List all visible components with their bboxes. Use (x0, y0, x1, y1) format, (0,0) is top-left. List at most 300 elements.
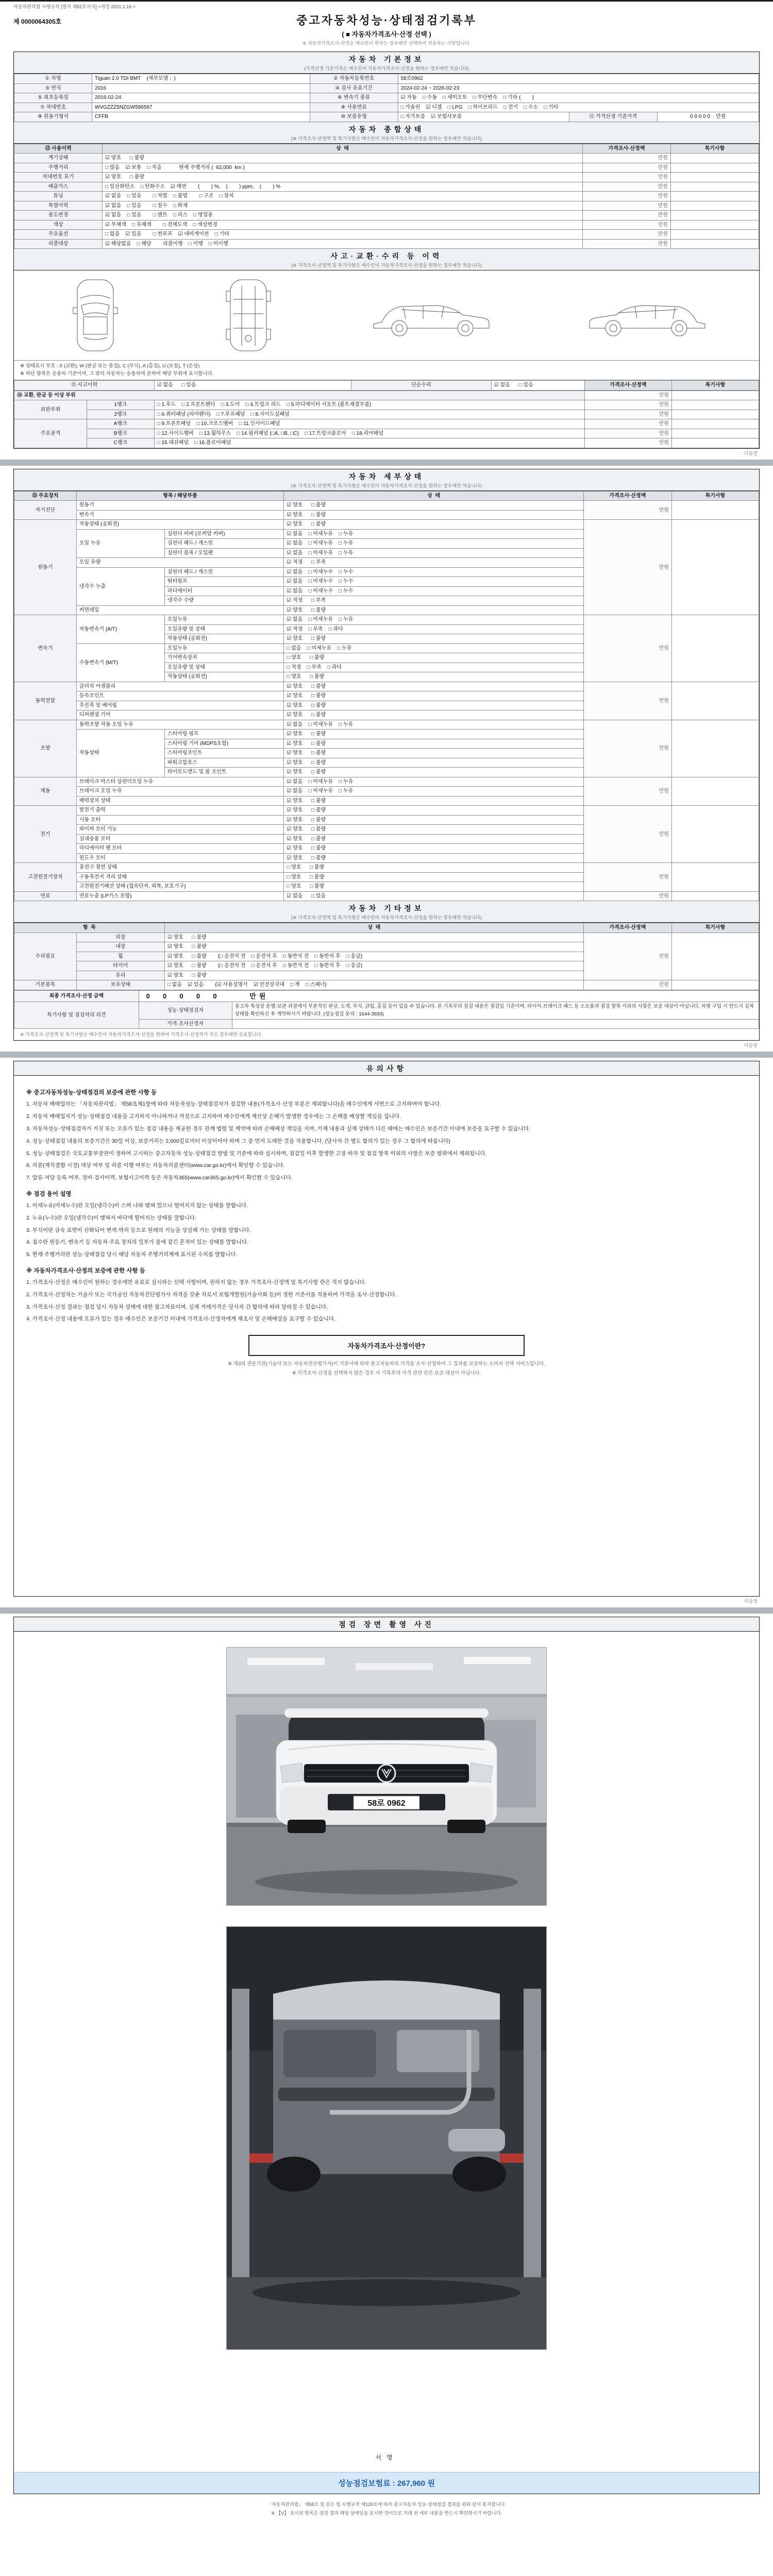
table-cell: ⑩ 보증유형 (310, 112, 398, 122)
table-cell: 커먼레일 (76, 605, 284, 615)
appraisal-info-box-notes (26, 1360, 747, 1377)
car-diagram-side-frame-left (367, 287, 496, 344)
table-cell: 만원 (583, 615, 671, 682)
document-header (0, 2, 773, 52)
table-cell (671, 400, 759, 410)
table-cell: 클러치 어셈블리 (76, 682, 284, 691)
table-cell: ☑ 양호 □ 불량 (284, 605, 584, 615)
section-title-notice: 유의사항 (366, 1064, 407, 1073)
section-divider (0, 1607, 773, 1614)
table-cell: ☑ 양호 □ 불량 (284, 796, 584, 806)
table-cell: ☑ 양호 □ 불량 (□ 운전석 전 □ 운전석 후 □ 동반석 전 □ 동반석 후 □ 응급) (164, 961, 583, 971)
table-cell: 발전기 출력 (76, 806, 284, 816)
notice-item: 3. 부식이란 금속 표면이 산화되어 변색·박리 등으로 원래의 기능을 상실해 가는 상태를 말합니다. (26, 1227, 251, 1233)
table-cell: ☑ 양호 □ 불량 (284, 806, 584, 816)
table-cell: ☑ 없음 □ 있음 □ 침수 □ 화재 (103, 201, 583, 211)
table-cell: □ 자가보증 ☑ 보험사보증 (398, 112, 569, 122)
table-cell (670, 211, 759, 221)
table-cell: 만원 (584, 419, 671, 429)
table-cell: 기본품목 (14, 980, 77, 990)
notice-subheading-warranty: ※ 중고자동차성능·상태점검의 보증에 관한 사항 등 (26, 1090, 157, 1096)
table-cell: 만원 (582, 230, 670, 240)
final-price-table (14, 990, 759, 1029)
table-cell: ④ 검사 유효기간 (310, 83, 398, 93)
section-title-accident: 사고·교환·수리 등 이력 (330, 252, 443, 260)
table-cell: 계기상태 (14, 154, 103, 163)
table-cell: 보유상태 (76, 980, 164, 990)
table-cell: □ 12.사이드멤버 □ 13.휠하우스 □ 14.필러패널 (□A, □B, □C) □ 17.트렁크플로어 □ 18.리어패널 (154, 429, 584, 438)
table-cell: 고전원전기배선 상태 (접속단자, 피복, 보호기구) (76, 882, 284, 892)
table-cell: 외판부위 (14, 400, 87, 419)
table-cell: 가격조사·산정액 (582, 144, 670, 154)
basic-info-table (14, 74, 759, 122)
table-cell: 성능·상태점검자 (139, 1002, 232, 1020)
form-reference: 자동차관리법 시행규칙 [별지 제82호서식] <개정 2021.1.16.> (13, 4, 136, 9)
table-cell: ☑ 없음 □ 미세누유 □ 누유 (284, 720, 584, 730)
table-cell: □ 양호 □ 불량 (284, 863, 584, 873)
inspection-photo-underbody (226, 1926, 547, 2350)
table-cell: 동력전달 (14, 682, 77, 720)
table-cell: 58로0962 (398, 74, 759, 84)
table-cell: 만원 (584, 391, 671, 400)
table-cell: 특기사항 (671, 923, 759, 933)
table-cell: 라디에이터 (164, 586, 283, 596)
table-cell: ☑ 양호 □ 불량 (284, 682, 584, 691)
table-cell: 가격조사·산정액 (583, 491, 671, 501)
panel-exchange-table (14, 391, 759, 448)
table-cell: 만원 (583, 520, 671, 615)
table-cell: 리콜대상 (14, 239, 103, 249)
table-cell: 냉각수 누출 (76, 567, 164, 605)
table-cell (670, 182, 759, 192)
table-cell: 파워고압호스 (164, 758, 283, 768)
table-cell: ☑ 양호 □ 불량 (103, 173, 583, 182)
notice-item: 7. 압류·저당 등록 여부, 정비·검사이력, 보험사고이력 등은 자동차365(www.car365.go.kr)에서 확인할 수 있습니다. (26, 1175, 293, 1181)
table-cell (671, 806, 759, 863)
table-cell: ☑ 없음 □ 미세누수 □ 누수 (284, 586, 584, 596)
etc-info-table-grid (14, 923, 759, 990)
table-cell (671, 410, 759, 419)
damage-code-legend-line2: ※ 하단 항목은 승용차 기준이며, 그 밖의 자동차는 승용차에 준하여 해당 부위에 표시합니다. (20, 370, 214, 377)
table-cell: ☑ 양호 □ 불량 (284, 501, 584, 511)
table-cell: 중고차 특성상 운행·보관 과정에서 부분적인 판금, 도색, 부식, 긁힘, 흠집 등이 있을 수 있습니다. 본 기록부의 점검 내용은 점검일 기준이며, 타이어·브레이크 패드 등 소모품과 점검 항목 이외의 사항은 보증 대상이 아닙니다. 차량 구입 시 반드시 실차 상태를 확인하신 후 계약하시기 바랍니다. (성능점검 문의 : 1644-3693) (232, 1002, 759, 1020)
table-cell: ☑ 양호 □ 불량 (284, 739, 584, 749)
table-cell: WVGZZZ5NZGW586587 (92, 103, 310, 112)
notice-item: ※ 제3의 전문기관(기술사 또는 자동차진단평가사)이 기준서에 따라 중고자동차의 가격을 조사·산정하여 그 결과를 보증하는 소비자 선택 서비스입니다. (228, 1361, 545, 1367)
license-plate-text: 58로 0962 (367, 1799, 406, 1808)
table-cell: 배력장치 상태 (76, 796, 284, 806)
car-diagram-side-frame-right (582, 287, 711, 344)
table-cell: ☑ 양호 □ 불량 (284, 825, 584, 835)
table-cell: □ 가솔린 ☑ 디젤 □ LPG □ 하이브리드 □ 전기 □ 수소 □ 기타 (398, 103, 759, 112)
table-cell: 만원 (582, 163, 670, 173)
table-cell: ② 자동차등록번호 (310, 74, 398, 84)
table-cell: 브레이크 마스터 실린더오일 누유 (76, 777, 284, 787)
table-cell: □ 양호 □ 불량 (284, 882, 584, 892)
table-cell: 항 목 (14, 923, 165, 933)
final-price-table-grid (14, 990, 759, 1029)
table-cell: 2016-02-24 (92, 93, 310, 103)
table-cell: 변속기 (14, 615, 77, 682)
table-cell: 오일 누유 (76, 529, 164, 558)
next-page-marker: 다음장 (744, 1043, 758, 1048)
table-cell: ③ 연식 (14, 83, 92, 93)
table-cell: □ 양호 □ 불량 (284, 872, 584, 882)
table-cell: 수동변속기 (M/T) (76, 643, 164, 682)
table-cell (671, 520, 759, 615)
table-cell: □ 양호 □ 불량 (284, 653, 584, 663)
table-cell: 내장 (76, 942, 164, 952)
table-cell: 실린더 블록 / 오일팬 (164, 548, 283, 558)
table-cell: 만원 (584, 429, 671, 438)
table-cell: 만원 (583, 777, 671, 806)
section-header-accident (14, 249, 759, 270)
table-cell: 기어변속장치 (164, 653, 283, 663)
table-cell: ☑ 없음 □ 미세누유 □ 누유 (284, 539, 584, 549)
table-cell: 오일누유 (164, 643, 283, 653)
table-cell: ⑧ 사용연료 (310, 103, 398, 112)
table-cell: 동력조향 작동 오일 누유 (76, 720, 284, 730)
table-cell: 만원 (583, 682, 671, 720)
panel-exchange-table-grid (14, 391, 759, 448)
table-cell: 만원 (582, 239, 670, 249)
table-cell: 0 0 0 0 0 만원 (139, 990, 759, 1002)
damage-code-legend-line1: ※ 상태표시 부호 : X (교환), W (판금 또는 용접), C (부식), A (흠집), U (요철), T (손상) (20, 363, 200, 369)
panel-detail-condition (13, 469, 760, 1041)
table-cell: 특별이력 (14, 201, 103, 211)
table-cell: 특기사항 (671, 381, 759, 391)
table-cell (670, 154, 759, 163)
accident-history-table (14, 380, 759, 391)
table-cell: ⑥ 변속기 종류 (310, 93, 398, 103)
table-cell: ☑ 양호 □ 불량 (164, 942, 583, 952)
table-cell: ☑ 양호 □ 불량 (284, 758, 584, 768)
notice-list-terms (26, 1201, 747, 1259)
table-cell: 만원 (582, 220, 670, 230)
table-cell: ⑨ 원동기형식 (14, 112, 92, 122)
price-footnote: ※ 가격조사·산정액 및 특기사항은 매수인이 자동차가격조사·산정을 원하여 가격조사·산정자가 적은 경우에만 유효합니다. (20, 1032, 263, 1038)
detail-condition-table-grid (14, 491, 759, 902)
table-cell: ☑ 없음 □ 미세누수 □ 누수 (284, 567, 584, 577)
table-cell: 만원 (584, 410, 671, 419)
table-cell: ☑ 없음 □ 있음 □ 렌트 □ 리스 □ 영업용 (103, 211, 583, 221)
document-number: 제 0000064305호 (13, 18, 62, 25)
table-cell: 외장 (76, 933, 164, 942)
table-cell: 워터펌프 (164, 577, 283, 587)
table-cell: ☑ 양호 □ 불량 (284, 520, 584, 530)
table-cell: ☑ 적정 □ 부족 (284, 596, 584, 606)
table-cell: 자동변속기 (A/T) (76, 615, 164, 644)
table-cell: 주요옵션 (14, 230, 103, 240)
document-subtitle-note: ※ 자동차가격조사·산정은 매수인이 원하는 경우에만 선택하여 적용하는 사항입니다. (302, 41, 471, 46)
table-cell: 만원 (582, 192, 670, 201)
table-cell: 오일누유 (164, 615, 283, 625)
table-cell: ☑ 양호 □ 불량 (284, 730, 584, 739)
table-cell: ☑ 양호 □ 불량 (284, 701, 584, 710)
table-cell (671, 891, 759, 901)
section-divider (0, 1052, 773, 1058)
table-cell: ⑫ 사용이력 (14, 144, 103, 154)
table-cell: □ 양호 □ 불량 (284, 672, 584, 682)
section-note-etc: (※ 가격조사·산정액 및 특기사항은 매수인이 자동차가격조사·산정을 원하는 경우에만 적습니다) (291, 915, 482, 921)
section-header-detail (14, 469, 759, 491)
section-header-notice (14, 1061, 759, 1076)
table-cell: ☑ 양호 □ 불량 (284, 853, 584, 863)
table-cell: C랭크 (87, 438, 154, 448)
table-cell: 차대번호 표기 (14, 173, 103, 182)
table-cell: 오일유량 및 상태 (164, 624, 283, 634)
section-note-accident: (※ 가격조사·산정액 및 특기사항은 매수인이 자동차가격조사·산정을 원하는 경우에만 적습니다) (291, 263, 482, 268)
table-cell (670, 163, 759, 173)
section-header-overall (14, 122, 759, 144)
table-cell: □ 일산화탄소 □ 탄화수소 ☑ 매연 ( ) %, ( ) ppm, ( ) % (103, 182, 583, 192)
table-cell: 만원 (582, 211, 670, 221)
table-cell: 상 태 (103, 144, 583, 154)
table-cell: □ 없음 ☑ 있음 □ 썬루프 ☑ 네비게이션 □ 기타 (103, 230, 583, 240)
table-cell: 항목 / 해당부품 (76, 491, 284, 501)
table-cell: □ 없음 ☑ 있음 (☑ 사용설명서 ☑ 안전삼각대 □ 잭 □ 스패너) (164, 980, 583, 990)
car-diagram-underbody-view (215, 277, 282, 354)
panel-notice (13, 1061, 760, 1597)
table-cell (671, 391, 759, 400)
table-cell (670, 201, 759, 211)
table-cell: 냉각수 수량 (164, 596, 283, 606)
table-cell (671, 863, 759, 892)
table-cell: □ 1.후드 □ 2.프론트펜더 □ 3.도어 □ 4.트렁크 리드 □ 5.라디에이터 서포트 (볼트체결부품) (154, 400, 584, 410)
table-cell: 가격조사·산정액 (583, 923, 671, 933)
table-cell: 조향 (14, 720, 77, 777)
table-cell: 스티어링 기어 (MDPS포함) (164, 739, 283, 749)
table-cell: 만원 (582, 154, 670, 163)
notice-item: 2. 누유(누수)란 오일(냉각수)이 맺혀서 바닥에 떨어지는 상태를 말합니다. (26, 1214, 197, 1221)
panel-photos (13, 1617, 760, 2494)
table-cell: 2랭크 (87, 410, 154, 419)
next-page-marker: 다음장 (744, 1599, 758, 1604)
table-cell: 타이어 (76, 961, 164, 971)
table-cell: ☑ 양호 □ 불량 (284, 510, 584, 520)
section-title-basic: 자동차 기본정보 (348, 55, 425, 63)
table-cell (671, 419, 759, 429)
table-cell: 2016 (92, 83, 310, 93)
table-cell: B랭크 (87, 429, 154, 438)
table-cell: 윈도우 모터 (76, 853, 284, 863)
table-cell: 원동기 (76, 501, 284, 511)
section-header-etc (14, 901, 759, 923)
table-cell: 2024-02-24 ~ 2026-02-23 (398, 83, 759, 93)
notice-subheading-terms: ※ 점검 용어 설명 (26, 1191, 72, 1198)
document-subtitle: ( ■ 자동차가격조사·산정 선택 ) (342, 30, 431, 38)
table-cell: ☑ 양호 □ 불량 (284, 834, 584, 844)
table-cell (671, 429, 759, 438)
table-cell: 구동축전지 격리 상태 (76, 872, 284, 882)
notice-item: 3. 자동차성능·상태점검자가 거짓 또는 오류가 있는 점검 내용을 제공한 경우 관계 법령 및 계약에 따라 손해배상 책임을 지며, 기재 내용과 실제 상태가 다른 때에는 매수인은 보증기간 이내에 보증을 요구할 수 있습니다. (26, 1126, 530, 1132)
table-cell: 만원 (583, 806, 671, 863)
table-cell: ☑ 양호 □ 불량 (284, 634, 584, 644)
appraisal-info-box: 자동차가격조사·산정이란? (248, 1335, 525, 1356)
next-page-marker: 다음장 (744, 450, 758, 456)
section-header-photos (14, 1617, 759, 1632)
table-cell: 상 태 (284, 491, 584, 501)
table-cell: 작동상태 (공회전) (164, 634, 283, 644)
signature-label: 서명 (375, 2454, 398, 2462)
table-cell: ☑ 없음 □ 미세누수 □ 누수 (284, 577, 584, 587)
section-header-basic (14, 52, 759, 74)
table-cell: ☑ 양호 □ 불량 (164, 933, 583, 942)
table-cell: 와이퍼 모터 기능 (76, 825, 284, 835)
table-cell: ☑ 무채색 □ 유채색 □ 전체도색 □ 색상변경 (103, 220, 583, 230)
detail-condition-table (14, 491, 759, 902)
table-cell: 가격·조사산정자 (139, 1019, 232, 1029)
table-cell: ☑ 없음 □ 미세누유 □ 누유 (284, 615, 584, 625)
notice-item: 2. 자동차 매매업자가 성능·상태점검 내용을 고지하지 아니하거나 거짓으로 고지하여 매수인에게 재산상 손해가 발생한 경우에는 그 손해를 배상할 책임을 집니다. (26, 1113, 401, 1120)
table-cell (670, 220, 759, 230)
table-cell: 추진축 및 베어링 (76, 701, 284, 710)
table-cell: 색상 (14, 220, 103, 230)
table-cell: 만원 (583, 891, 671, 901)
table-cell (671, 682, 759, 720)
table-cell: ⑦ 차대번호 (14, 103, 92, 112)
table-cell: □ 많음 ☑ 보통 □ 적음 현재 주행거리 ( 62,000 km ) (103, 163, 583, 173)
basic-info-table-grid (14, 74, 759, 122)
notice-list-warranty (26, 1100, 747, 1182)
table-cell: 배출가스 (14, 182, 103, 192)
table-cell: □ 15.대쉬패널 □ 16.플로어패널 (154, 438, 584, 448)
table-cell: 연료누출 (LP가스 포함) (76, 891, 284, 901)
table-cell: ☑ 적정 □ 부족 (284, 558, 584, 568)
table-cell: 변속기 (76, 510, 284, 520)
table-cell: 주요골격 (14, 419, 87, 448)
accident-history-table-grid (14, 380, 759, 391)
table-cell: 튜닝 (14, 192, 103, 201)
table-cell: ☑ 양호 □ 불량 (284, 815, 584, 825)
table-cell: 실린더 헤드 / 개스킷 (164, 567, 283, 577)
document-title: 중고자동차성능·상태점검기록부 (296, 14, 477, 27)
table-cell: 브레이크 오일 누유 (76, 787, 284, 796)
overall-condition-table-grid (14, 144, 759, 249)
table-cell: ⑪ 가격산정 기준가격 (569, 112, 657, 122)
notice-list-appraisal (26, 1278, 747, 1324)
table-cell: 가격조사·산정액 (584, 381, 671, 391)
table-cell: 최종 가격조사·산정 금액 (14, 990, 139, 1002)
table-cell: ⑬ 사고이력 (14, 381, 155, 391)
table-cell: ☑ 양호 □ 불량 (284, 844, 584, 854)
notice-item: 1. 자동차 매매업자는 「자동차관리법」 제58조제1항에 따라 자동차성능·상태점검자가 점검한 내용(가격조사·산정 부분은 제외합니다)을 매수인에게 서면으로 고지하여야 합니다. (26, 1101, 441, 1108)
table-cell: ☑ 없음 □ 있음 □ 적법 □ 불법 □ 구조 □ 장치 (103, 192, 583, 201)
table-cell: ☑ 적정 □ 부족 □ 과다 (284, 624, 584, 634)
notice-item: 2. 가격조사·산정자는 기술사 또는 국가공인 자동차진단평가사 자격을 갖춘 자로서 보험개발원(기술사회 등)이 정한 기준서를 적용하여 가격을 조사·산정합니다. (26, 1291, 397, 1298)
section-note-overall: (※ 가격조사·산정액 및 특기사항은 매수인이 자동차가격조사·산정을 원하는 경우에만 적습니다) (291, 135, 482, 141)
table-cell: 주행거리 (14, 163, 103, 173)
table-cell (671, 615, 759, 682)
table-cell: ☑ 양호 □ 불량 (284, 710, 584, 720)
table-cell: 만원 (583, 501, 671, 520)
car-underbody (267, 1980, 506, 2192)
table-cell: 휠 (76, 952, 164, 961)
table-cell: ☑ 없음 □ 미세누유 □ 누유 (284, 529, 584, 539)
table-cell (671, 438, 759, 448)
table-cell: 스티어링 펌프 (164, 730, 283, 739)
table-cell: 만원 (582, 182, 670, 192)
table-cell: □ 적정 □ 부족 □ 과다 (284, 663, 584, 672)
car-diagram-exterior-top-view (62, 277, 129, 354)
table-cell (671, 933, 759, 980)
table-cell: ⑭ 교환, 판금 등 이상 부위 (14, 391, 585, 400)
section-title-overall: 자동차 종합상태 (348, 125, 425, 133)
table-cell: 작동상태 (공회전) (76, 520, 284, 530)
notice-item: 3. 가격조사·산정 결과는 점검 당시 자동차 상태에 대한 참고자료이며, 실제 거래가격은 당사자 간 합의에 따라 달라질 수 있습니다. (26, 1303, 328, 1310)
section-note-detail: (※ 가격조사·산정액 및 특기사항은 매수인이 자동차가격조사·산정을 원하는 경우에만 적습니다) (291, 483, 482, 488)
table-cell: □ 없음 □ 미세누유 □ 누유 (284, 643, 584, 653)
notice-item: 4. 성능·상태점검 내용의 보증기간은 30일 이상, 보증거리는 2,000킬로미터 이상이어야 하며 그 중 먼저 도래한 것을 적용합니다. (당사자 간 별도 합의가 있는 경우 그 합의에 따릅니다) (26, 1138, 450, 1144)
table-cell: 원동기 (14, 520, 77, 615)
car-damage-diagrams (14, 270, 759, 361)
table-cell: □ 9.프론트패널 □ 10.크로스멤버 □ 11.인사이드패널 (154, 419, 584, 429)
table-cell: 수리필요 (14, 933, 77, 980)
notice-item: 6. 리콜(제작결함 시정) 대상 여부 및 리콜 이행 여부는 자동차리콜센터(www.car.go.kr)에서 확인할 수 있습니다. (26, 1162, 285, 1169)
table-cell: 만원 (583, 720, 671, 777)
section-title-photos: 점검 장면 촬영 사진 (339, 1620, 434, 1629)
photo-area (14, 1632, 759, 2462)
table-cell: 실린더 커버 (로커암 커버) (164, 529, 283, 539)
table-cell: 실린더 헤드 / 개스킷 (164, 539, 283, 549)
table-cell (670, 230, 759, 240)
table-cell: 디퍼렌셜 기어 (76, 710, 284, 720)
table-cell: 만원 (583, 980, 671, 990)
table-cell: ☑ 없음 □ 미세누유 □ 누유 (284, 548, 584, 558)
table-cell: 작동상태 (공회전) (164, 672, 283, 682)
table-cell: 충전구 절연 상태 (76, 863, 284, 873)
table-cell: CFFB (92, 112, 310, 122)
table-cell: ☑ 없음 □ 있음 (284, 891, 584, 901)
table-cell: 실내송풍 모터 (76, 834, 284, 844)
table-cell: 시동 모터 (76, 815, 284, 825)
table-cell: Tiguan 2.0 TDI BMT (세부모델 : ) (92, 74, 310, 84)
table-cell (232, 1019, 759, 1029)
etc-info-table (14, 923, 759, 990)
table-cell: 작동상태 (76, 730, 164, 777)
table-cell: 만원 (583, 933, 671, 980)
damage-code-legend (14, 361, 759, 380)
section-note-basic: (가격산정 기준가격은 매수인이 자동차가격조사·산정을 원하는 경우에만 적습니다) (304, 66, 469, 71)
document-footer (0, 2500, 773, 2517)
panel-vehicle-overview (13, 52, 760, 449)
notice-subheading-appraisal: ※ 자동차가격조사·산정의 보증에 관한 사항 등 (26, 1268, 145, 1275)
table-cell: 상 태 (164, 923, 583, 933)
table-cell: □ 6.쿼터패널 (리어펜더) □ 7.루프패널 □ 8.사이드실패널 (154, 410, 584, 419)
table-cell: 만원 (583, 863, 671, 892)
table-cell: A랭크 (87, 419, 154, 429)
table-cell: ☑ 해당없음 □ 해당 리콜이행 □ 이행 □ 미이행 (103, 239, 583, 249)
notice-item: 4. 침수란 원동기, 변속기 등 자동차 주요 장치의 일부가 물에 잠긴 흔적이 있는 상태를 말합니다. (26, 1239, 248, 1246)
table-cell: 특기사항 (670, 144, 759, 154)
table-cell: 라디에이터 팬 모터 (76, 844, 284, 854)
inspection-photo-front-view (226, 1647, 547, 1906)
table-cell: 만원 (584, 438, 671, 448)
notice-item: 5. 현재 주행거리란 성능·상태점검 당시 해당 자동차 주행거리계에 표시된 수치를 말합니다. (26, 1251, 238, 1258)
table-cell (670, 192, 759, 201)
table-cell: 타이로드엔드 및 볼 조인트 (164, 768, 283, 777)
notice-item: 5. 성능·상태점검은 국토교통부장관이 정하여 고시하는 중고자동차 성능·상태점검 방법 및 기준에 따라 실시하며, 점검일 이후 발생한 고장·하자 및 점검 항목 이외의 사항은 보증 범위에서 제외됩니다. (26, 1150, 487, 1157)
table-cell (670, 173, 759, 182)
table-cell: 제동 (14, 777, 77, 806)
footer-check-note: ※ 【V】 표시된 항목은 점검 결과 해당 상태임을 표시한 것이므로 거래 전 세부 내용을 반드시 확인하시기 바랍니다. (271, 2510, 502, 2516)
table-cell: 전기 (14, 806, 77, 863)
table-cell: ☑ 양호 □ 불량 (□ 운전석 전 □ 운전석 후 □ 동반석 전 □ 동반석 후 □ 응급) (164, 952, 583, 961)
table-cell: ⑤ 최초등록일 (14, 93, 92, 103)
footer-law-reference: 「자동차관리법」 제58조 및 같은 법 시행규칙 제120조에 따라 중고자동차 성능·상태점검 결과를 위와 같이 통지합니다. (267, 2502, 506, 2507)
table-cell: ☑ 없음 □ 미세누유 □ 누유 (284, 787, 584, 796)
table-cell: ☑ 없음 □ 미세누유 □ 누유 (284, 777, 584, 787)
